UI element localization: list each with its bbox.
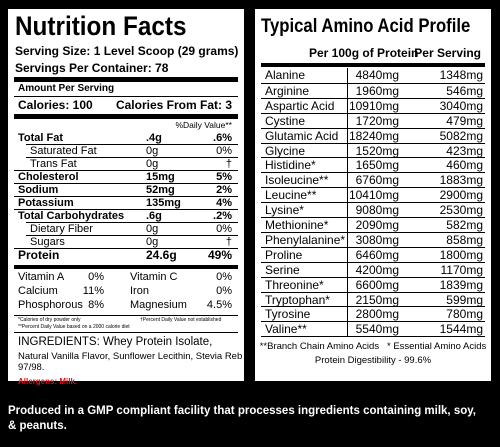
facility-notice-line-1: Produced in a GMP compliant facility that processes ingredients containing milk, soy,: [8, 405, 476, 417]
divider: [14, 315, 238, 316]
amino-per-100g: 4200mg: [355, 262, 399, 277]
amino-per-100g: 1520mg: [355, 143, 399, 158]
serving-size: Serving Size: 1 Level Scoop (29 grams): [15, 44, 239, 58]
amino-per-serving: 479mg: [446, 113, 483, 128]
column-separator: [347, 188, 348, 203]
column-separator: [347, 158, 348, 173]
vitamin-percent: 0%: [88, 271, 104, 283]
column-separator: [347, 203, 348, 218]
nutrient-name: Cholesterol: [18, 171, 79, 183]
amino-row: [261, 262, 485, 278]
amino-row: [261, 128, 485, 144]
amino-per-serving: 1839mg: [439, 277, 483, 292]
amino-per-serving: 546mg: [446, 83, 483, 98]
amino-per-serving: 780mg: [446, 307, 483, 322]
nutrient-daily-value: 4%: [216, 197, 232, 209]
column-separator: [347, 173, 348, 188]
thick-divider: [14, 265, 238, 269]
vitamin-name: Vitamin A: [18, 271, 65, 283]
protein-digestibility: Protein Digestibility - 99.6%: [314, 355, 432, 366]
nutrient-amount: 52mg: [146, 184, 175, 196]
amino-per-100g: 1720mg: [355, 113, 399, 128]
nutrient-amount: 0g: [146, 223, 159, 235]
vitamin-percent: 11%: [82, 285, 104, 297]
amino-name: Tyrosine: [265, 307, 311, 322]
amino-name: Threonine*: [265, 277, 324, 292]
amino-per-100g: 10910mg: [348, 98, 399, 113]
ingredients-line-3: 97/98.: [18, 362, 45, 373]
allergens: Allergens: Milk.: [18, 377, 78, 386]
nutrient-daily-value: .6%: [213, 132, 232, 144]
amino-per-100g: 6600mg: [355, 277, 399, 292]
nutrient-name: Potassium: [18, 197, 74, 209]
column-separator: [347, 68, 348, 83]
nutrient-row: [18, 249, 232, 262]
nutrient-daily-value: 49%: [207, 248, 232, 262]
amino-per-serving: 599mg: [446, 292, 483, 307]
nutrient-daily-value: †: [225, 236, 232, 248]
vitamin-name: Calcium: [18, 285, 58, 297]
nutrient-amount: 0g: [146, 145, 159, 157]
column-separator: [347, 144, 348, 159]
amino-row: [261, 306, 485, 322]
amino-title: [261, 16, 499, 38]
column-separator: [347, 248, 348, 263]
footnote-daily-value: **Percent Daily Value based on a 2000 calorie diet: [18, 324, 130, 330]
nutrient-name: Total Fat: [18, 132, 64, 144]
vitamin-percent: 0%: [216, 285, 232, 297]
amino-name: Serine: [265, 262, 300, 277]
nutrient-daily-value: 0%: [216, 145, 232, 157]
column-separator: [347, 84, 348, 99]
column-separator: [347, 233, 348, 248]
nutrient-name: Trans Fat: [30, 158, 77, 170]
ingredients-label: INGREDIENTS:: [18, 336, 100, 348]
amino-per-serving: 460mg: [446, 158, 483, 173]
amino-per-serving: 1544mg: [439, 322, 483, 337]
nutrient-amount: 135mg: [146, 197, 181, 209]
amino-per-100g: 2800mg: [355, 307, 399, 322]
vitamin-name: Vitamin C: [130, 271, 178, 283]
nutrient-amount: .6g: [146, 210, 162, 222]
amino-row: [261, 202, 485, 218]
vitamin-row: [18, 299, 232, 312]
column-header-per-100g: Per 100g of Protein: [309, 46, 419, 60]
amino-row: [261, 68, 485, 83]
amount-per-serving: Amount Per Serving: [18, 83, 115, 94]
divider: [14, 332, 238, 333]
amino-per-100g: 6760mg: [355, 173, 399, 188]
servings-per-container: Servings Per Container: 78: [15, 61, 169, 75]
amino-row: [261, 292, 485, 308]
facility-notice: [8, 404, 494, 434]
vitamin-name: Magnesium: [130, 299, 187, 311]
nutrient-amount: .4g: [146, 132, 162, 144]
column-separator: [347, 293, 348, 308]
thick-divider: [261, 63, 485, 67]
column-separator: [347, 99, 348, 114]
nutrient-daily-value: .2%: [213, 210, 232, 222]
nutrition-facts-panel: [8, 9, 251, 386]
nutrient-name: Sugars: [30, 236, 65, 248]
vitamin-percent: 4.5%: [206, 299, 232, 311]
divider: [261, 336, 485, 337]
vitamin-percent: 0%: [216, 271, 232, 283]
amino-row: [261, 143, 485, 159]
divider: [14, 96, 238, 97]
nutrient-name: Protein: [18, 248, 60, 262]
amino-row: [261, 217, 485, 233]
amino-name: Phenylalanine*: [265, 232, 346, 247]
amino-per-serving: 1170mg: [440, 262, 483, 277]
nutrient-name: Saturated Fat: [30, 145, 97, 157]
thick-divider: [14, 77, 238, 82]
amino-row: [261, 232, 485, 248]
amino-row: [261, 113, 485, 129]
vitamin-row: [18, 271, 232, 284]
amino-name: Glutamic Acid: [265, 128, 339, 143]
column-header-per-serving: Per Serving: [414, 46, 481, 60]
ingredients-text: Whey Protein Isolate,: [103, 336, 213, 348]
amino-name: Valine**: [265, 322, 307, 337]
column-separator: [347, 263, 348, 278]
amino-per-100g: 18240mg: [348, 128, 399, 143]
amino-name: Histidine*: [265, 158, 316, 173]
amino-per-serving: 3040mg: [439, 98, 483, 113]
amino-row: [261, 98, 485, 114]
amino-per-serving: 858mg: [446, 232, 483, 247]
amino-per-100g: 1960mg: [355, 83, 399, 98]
amino-per-100g: 2090mg: [355, 218, 399, 232]
vitamin-name: Iron: [130, 285, 149, 297]
amino-per-100g: 6460mg: [355, 247, 399, 262]
amino-name: Proline: [265, 247, 303, 262]
nutrient-daily-value: 0%: [216, 223, 232, 235]
amino-name: Methionine*: [265, 218, 329, 232]
daily-value-header: %Daily Value**: [175, 120, 232, 130]
nutrient-name: Dietary Fiber: [30, 223, 93, 235]
facility-notice-line-2: & peanuts.: [8, 420, 67, 432]
amino-row: [261, 247, 485, 263]
nutrient-daily-value: 5%: [216, 171, 232, 183]
amino-row: [261, 157, 485, 173]
nutrient-amount: 0g: [146, 236, 159, 248]
column-separator: [347, 218, 348, 233]
amino-row: [261, 172, 485, 188]
nutrition-title: [15, 11, 206, 41]
vitamin-row: [18, 285, 232, 298]
column-separator: [347, 129, 348, 144]
amino-per-serving: 1348mg: [439, 68, 483, 82]
amino-footnote: **Branch Chain Amino Acids * Essential Amino Acids: [259, 341, 487, 352]
nutrient-amount: 0g: [146, 158, 159, 170]
amino-name: Glycine: [265, 143, 306, 158]
column-separator: [347, 322, 348, 337]
column-separator: [347, 278, 348, 293]
nutrient-amount: 24.6g: [146, 248, 177, 262]
amino-per-100g: 2150mg: [355, 292, 399, 307]
amino-name: Lysine*: [265, 203, 304, 218]
vitamin-percent: 8%: [88, 299, 104, 311]
footnote-not-established: †Percent Daily Value not established: [140, 317, 222, 323]
amino-per-100g: 9080mg: [355, 203, 399, 218]
amino-per-100g: 10410mg: [348, 188, 399, 203]
amino-row: [261, 277, 485, 293]
amino-name: Leucine**: [265, 188, 317, 203]
column-separator: [347, 114, 348, 129]
amino-per-100g: 5540mg: [355, 322, 399, 337]
amino-name: Isoleucine**: [265, 173, 329, 188]
ingredients-line-2: Natural Vanilla Flavor, Sunflower Lecithin, Stevia Reb A: [18, 351, 251, 362]
amino-per-serving: 1800mg: [439, 247, 483, 262]
calories-from-fat: Calories From Fat: 3: [115, 98, 232, 112]
nutrient-amount: 15mg: [146, 171, 175, 183]
nutrition-title-text: Nutrition Facts: [15, 11, 187, 41]
ingredients-line-1: [18, 335, 212, 349]
nutrient-name: Sodium: [18, 184, 59, 196]
amino-name: Alanine: [265, 68, 306, 82]
column-separator: [347, 307, 348, 322]
amino-name: Aspartic Acid: [265, 98, 335, 113]
amino-name: Tryptophan*: [265, 292, 330, 307]
amino-per-100g: 3080mg: [355, 232, 399, 247]
amino-row: [261, 321, 485, 337]
amino-per-serving: 582mg: [446, 218, 483, 232]
amino-acid-panel: [255, 9, 491, 381]
nutrient-name: Total Carbohydrates: [18, 210, 125, 222]
amino-per-serving: 1883mg: [439, 173, 483, 188]
amino-title-text: Typical Amino Acid Profile: [261, 16, 471, 37]
amino-per-100g: 4840mg: [355, 68, 399, 82]
amino-name: Cystine: [265, 113, 306, 128]
calories: Calories: 100: [18, 98, 93, 112]
amino-name: Arginine: [265, 83, 310, 98]
amino-row: [261, 83, 485, 99]
amino-per-serving: 5082mg: [439, 128, 483, 143]
nutrient-daily-value: 2%: [216, 184, 232, 196]
amino-per-100g: 1650mg: [355, 158, 399, 173]
amino-per-serving: 423mg: [446, 143, 483, 158]
footnote-calories: *Calories of dry powder only: [18, 317, 81, 323]
amino-row: [261, 187, 485, 203]
vitamin-name: Phosphorous: [18, 299, 83, 311]
thick-divider: [14, 114, 238, 119]
amino-per-serving: 2530mg: [439, 203, 483, 218]
amino-per-serving: 2900mg: [439, 188, 483, 203]
nutrient-daily-value: †: [225, 158, 232, 170]
